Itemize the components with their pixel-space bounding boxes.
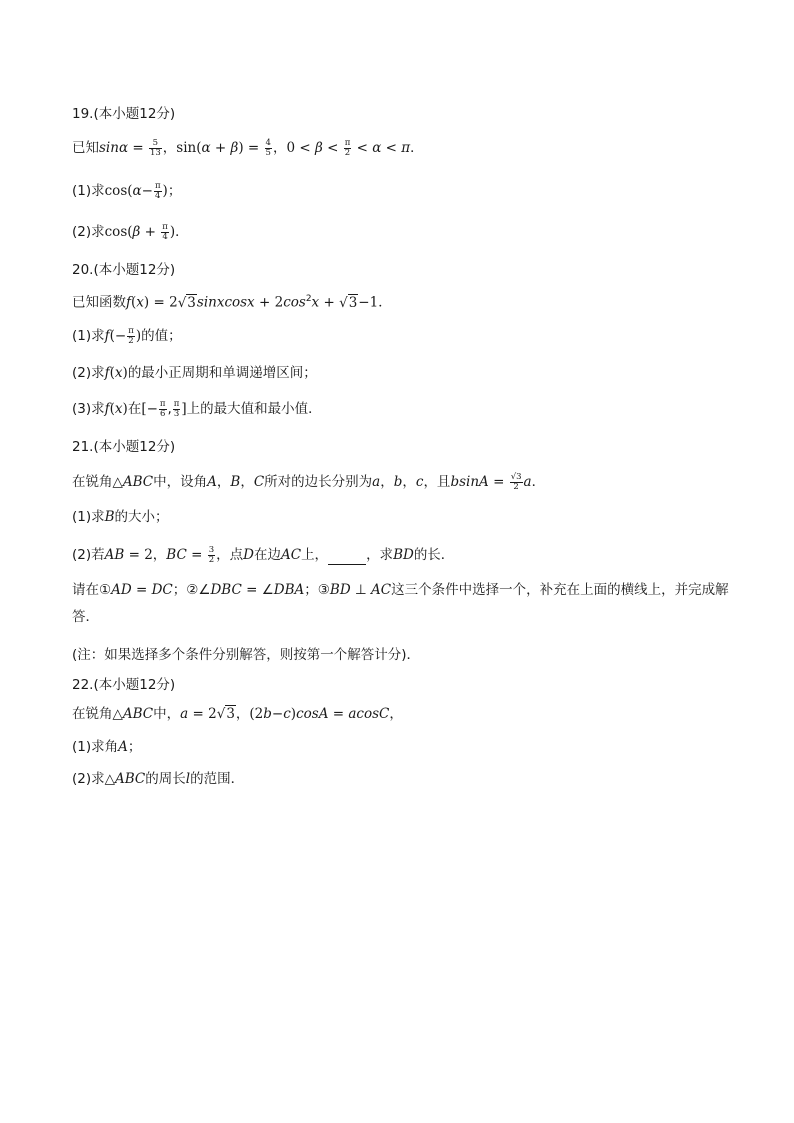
answer-blank xyxy=(328,552,366,565)
frac-pi-6: $\frac{\pi}{6}$ xyxy=(159,398,166,419)
q20-part2-suffix: 的最小正周期和单调递增区间； xyxy=(127,365,317,381)
frac-pi-4: $\frac{\pi}{4}$ xyxy=(162,221,168,242)
q20-given-prefix: 已知函数 xyxy=(72,294,126,311)
q19-part1: (1)求cos(α− $\frac{\pi}{4}$ )； xyxy=(72,180,182,201)
sqrt-3: √3 xyxy=(177,294,196,311)
q21-header: 21.(本小题12分) xyxy=(72,439,176,455)
q19-part2-prefix: (2)求 xyxy=(72,224,105,240)
q21-stem-c: 所对的边长分别为 xyxy=(264,474,373,490)
frac-sqrt3-2: $\frac{√3}{2}$ xyxy=(510,471,522,492)
q21-part2-mid2: 在边 xyxy=(253,547,281,563)
q21-part1-prefix: (1)求 xyxy=(72,509,105,525)
q20-part1-prefix: (1)求 xyxy=(72,328,105,344)
q20-part3: (3)求f(x)在[− $\frac{\pi}{6}$ , $\frac{\pi}{3}$ ]上的最大值和最小值． xyxy=(72,398,322,419)
q19-given: 已知sinα = $\frac{5}{13}$ ，sin(α + β) = $\frac{4}{5}$ ，0 < β < $\frac{\pi}{2}$ < α < π． xyxy=(72,137,424,158)
q20-part2: (2)求f(x)的最小正周期和单调递增区间； xyxy=(72,365,317,381)
q22-stem-b: 中， xyxy=(153,706,181,722)
q21-choose-b: 这三个条件中选择一个，补充在上面的横线上，并完成解答． xyxy=(72,582,729,625)
q22-part2-mid: 的周长 xyxy=(145,771,186,787)
q22-part2-prefix: (2)求 xyxy=(72,771,105,787)
frac-pi-4: $\frac{\pi}{4}$ xyxy=(154,180,161,201)
q21-note: (注：如果选择多个条件分别解答，则按第一个解答计分)． xyxy=(72,647,421,663)
q22-stem: 在锐角△ABC中，a = 2√3，(2b−c)cosA = acosC， xyxy=(72,706,403,722)
q19-header: 19.(本小题12分) xyxy=(72,106,176,122)
q19-part2: (2)求cos(β + $\frac{\pi}{4}$ )． xyxy=(72,221,189,242)
q20-part1-suffix: 的值； xyxy=(141,328,182,344)
q22-part2: (2)求△ABC的周长l的范围． xyxy=(72,771,245,787)
q21-part1-suffix: 的大小； xyxy=(114,509,169,525)
q19-given-prefix: 已知 xyxy=(72,140,99,156)
q22-header: 22.(本小题12分) xyxy=(72,677,176,693)
q21-stem: 在锐角△ABC中，设角A，B，C所对的边长分别为a，b，c，且bsinA = $\frac{√3}{2}$ a． xyxy=(72,471,546,492)
q20-header: 20.(本小题12分) xyxy=(72,262,176,278)
q21-part2-suffix: 的长． xyxy=(413,547,455,563)
q22-part1-prefix: (1)求角 xyxy=(72,739,119,755)
sqrt-3: √3 xyxy=(339,294,358,311)
q20-part3-prefix: (3)求 xyxy=(72,401,105,417)
q21-part2-mid4: ，求 xyxy=(366,547,394,563)
frac-4-5: $\frac{4}{5}$ xyxy=(265,137,271,158)
frac-pi-2: $\frac{\pi}{2}$ xyxy=(344,137,351,158)
frac-pi-3: $\frac{\pi}{3}$ xyxy=(173,398,180,419)
q22-part1-suffix: ； xyxy=(127,739,142,755)
q21-part2-mid3: 上， xyxy=(301,547,329,563)
q21-part2-prefix: (2)若 xyxy=(72,547,105,563)
q20-given: 已知函数f(x) = 2√3sinxcosx + $2\cos^2x + √3-1$． xyxy=(72,294,392,311)
q21-part1: (1)求B的大小； xyxy=(72,509,169,525)
q20-part3-mid: 在 xyxy=(127,401,142,417)
q20-part1: (1)求f(− $\frac{\pi}{2}$ )的值； xyxy=(72,325,182,346)
q21-part2-mid1: ，点 xyxy=(216,547,244,563)
q22-part2-suffix: 的范围． xyxy=(190,771,245,787)
q21-stem-a: 在锐角 xyxy=(72,474,113,490)
frac-5-13: $\frac{5}{13}$ xyxy=(149,137,161,158)
q22-part1: (1)求角A； xyxy=(72,739,142,755)
q21-choose: 请在①AD = DC；②∠DBC = ∠DBA；③BD ⊥ AC这三个条件中选择一个，补充在上面的横线上，并完成解答． xyxy=(72,582,729,625)
q21-part2: (2)若AB = 2，BC = $\frac{3}{2}$ ，点D在边AC上， ，求BD的长． xyxy=(72,544,455,565)
q20-part3-suffix: 上的最大值和最小值． xyxy=(186,401,322,417)
q21-stem-b: 中，设角 xyxy=(153,474,208,490)
q21-stem-d: ，且 xyxy=(423,474,451,490)
sqrt-3: √3 xyxy=(216,706,235,722)
frac-pi-2: $\frac{\pi}{2}$ xyxy=(128,325,134,346)
q20-part2-prefix: (2)求 xyxy=(72,365,105,381)
q19-part1-prefix: (1)求 xyxy=(72,183,105,199)
q22-stem-a: 在锐角 xyxy=(72,706,113,722)
frac-3-2: $\frac{3}{2}$ xyxy=(208,544,215,565)
q21-choose-a: 请在 xyxy=(72,582,99,598)
